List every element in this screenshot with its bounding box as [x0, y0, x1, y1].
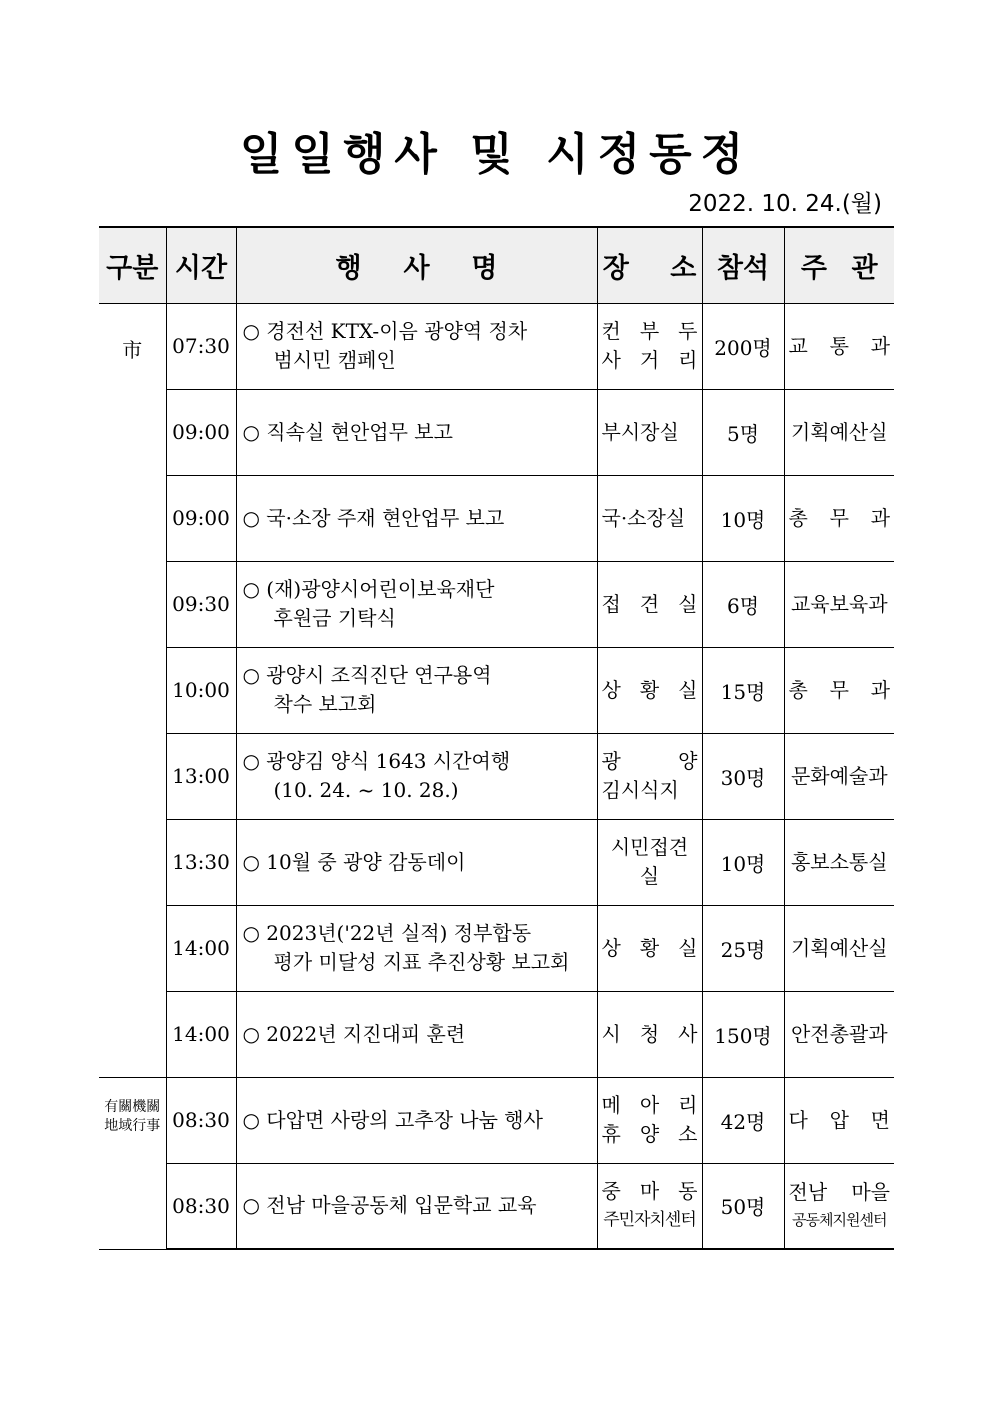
event-time: 14:00	[166, 991, 236, 1077]
event-attendance: 10명	[702, 819, 784, 905]
event-venue: 국·소장실	[597, 475, 702, 561]
table-header-row	[99, 227, 894, 303]
event-venue: 상 황 실	[597, 647, 702, 733]
event-time: 13:30	[166, 819, 236, 905]
event-attendance: 5명	[702, 389, 784, 475]
event-venue: 메 아 리 휴 양 소	[597, 1077, 702, 1163]
table-row	[99, 905, 894, 991]
category-agency: 有關機關 地域行事	[99, 1077, 166, 1249]
event-name: ○ 광양시 조직진단 연구용역 착수 보고회	[236, 647, 597, 733]
table-row	[99, 561, 894, 647]
event-attendance: 50명	[702, 1163, 784, 1249]
schedule-table	[99, 226, 894, 1250]
table-row	[99, 475, 894, 561]
event-host: 다 압 면	[784, 1077, 894, 1163]
table-row	[99, 733, 894, 819]
event-time: 10:00	[166, 647, 236, 733]
header-venue: 장 소	[597, 227, 702, 303]
event-attendance: 15명	[702, 647, 784, 733]
table-row	[99, 819, 894, 905]
event-host: 총 무 과	[784, 475, 894, 561]
event-attendance: 25명	[702, 905, 784, 991]
event-time: 08:30	[166, 1163, 236, 1249]
event-name: ○ 다압면 사랑의 고추장 나눔 행사	[236, 1077, 597, 1163]
event-attendance: 42명	[702, 1077, 784, 1163]
event-name: ○ 2023년('22년 실적) 정부합동 평가 미달성 지표 추진상황 보고회	[236, 905, 597, 991]
event-venue: 접 견 실	[597, 561, 702, 647]
event-name: ○ 경전선 KTX-이음 광양역 정차 범시민 캠페인	[236, 303, 597, 389]
event-time: 09:00	[166, 475, 236, 561]
event-venue: 시 청 사	[597, 991, 702, 1077]
event-host: 문화예술과	[784, 733, 894, 819]
event-host: 기획예산실	[784, 389, 894, 475]
table-row	[99, 647, 894, 733]
event-venue: 컨 부 두 사 거 리	[597, 303, 702, 389]
event-time: 14:00	[166, 905, 236, 991]
table-row	[99, 1163, 894, 1249]
header-host: 주 관	[784, 227, 894, 303]
event-name: ○ 광양김 양식 1643 시간여행 (10. 24. ~ 10. 28.)	[236, 733, 597, 819]
event-attendance: 30명	[702, 733, 784, 819]
table-row	[99, 389, 894, 475]
event-time: 09:30	[166, 561, 236, 647]
event-host: 교육보육과	[784, 561, 894, 647]
event-host: 홍보소통실	[784, 819, 894, 905]
event-time: 08:30	[166, 1077, 236, 1163]
header-category: 구분	[99, 227, 166, 303]
event-time: 07:30	[166, 303, 236, 389]
event-time: 13:00	[166, 733, 236, 819]
event-name: ○ 직속실 현안업무 보고	[236, 389, 597, 475]
header-time: 시간	[166, 227, 236, 303]
category-city: 市	[99, 303, 166, 1077]
event-venue: 광 양 김시식지	[597, 733, 702, 819]
event-host: 전남 마을 공동체지원센터	[784, 1163, 894, 1249]
event-host: 총 무 과	[784, 647, 894, 733]
event-attendance: 10명	[702, 475, 784, 561]
document-date: 2022. 10. 24.(월)	[688, 191, 882, 217]
event-name: ○ 국·소장 주재 현안업무 보고	[236, 475, 597, 561]
event-attendance: 200명	[702, 303, 784, 389]
event-host: 안전총괄과	[784, 991, 894, 1077]
event-venue: 중 마 동 주민자치센터	[597, 1163, 702, 1249]
event-name: ○ 10월 중 광양 감동데이	[236, 819, 597, 905]
table-row	[99, 991, 894, 1077]
event-venue: 시민접견실	[597, 819, 702, 905]
event-name: ○ 전남 마을공동체 입문학교 교육	[236, 1163, 597, 1249]
event-host: 교 통 과	[784, 303, 894, 389]
header-attendance: 참석	[702, 227, 784, 303]
table-row	[99, 303, 894, 389]
page-title: 일일행사 및 시정동정	[239, 129, 753, 180]
header-event: 행 사 명	[236, 227, 597, 303]
event-attendance: 150명	[702, 991, 784, 1077]
event-name: ○ 2022년 지진대피 훈련	[236, 991, 597, 1077]
event-venue: 부시장실	[597, 389, 702, 475]
event-venue: 상 황 실	[597, 905, 702, 991]
event-host: 기획예산실	[784, 905, 894, 991]
event-name: ○ (재)광양시어린이보육재단 후원금 기탁식	[236, 561, 597, 647]
event-attendance: 6명	[702, 561, 784, 647]
table-row	[99, 1077, 894, 1163]
event-time: 09:00	[166, 389, 236, 475]
